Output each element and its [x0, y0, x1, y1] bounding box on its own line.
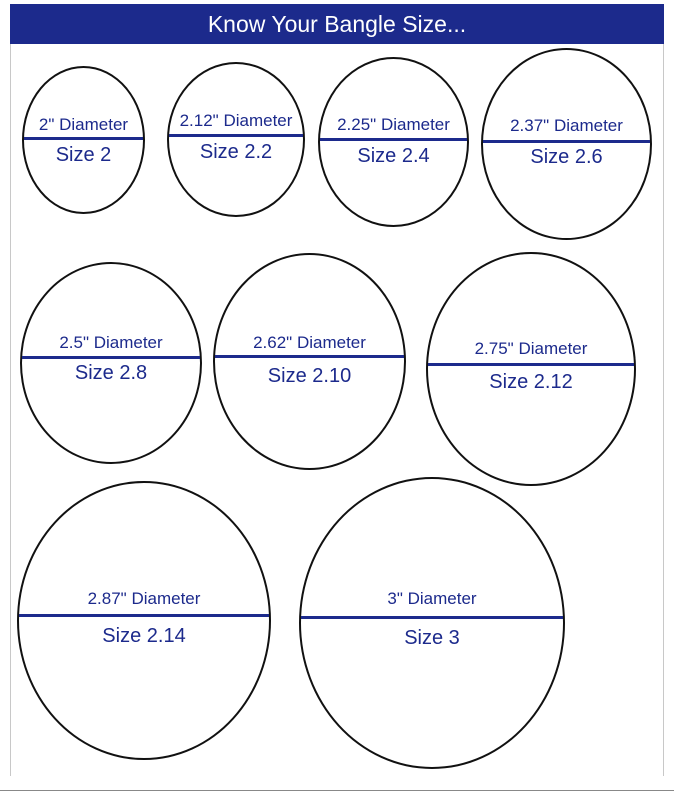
- diameter-label: 2.12" Diameter: [179, 111, 293, 130]
- diameter-line: [169, 134, 303, 137]
- size-label: Size 2: [55, 144, 112, 166]
- bangle-circle-size-2-12: [426, 252, 636, 486]
- diameter-line: [320, 138, 467, 141]
- diameter-label: 2" Diameter: [38, 115, 129, 134]
- diameter-line: [19, 614, 269, 617]
- diameter-line: [22, 356, 200, 359]
- bangle-circle-size-2-2: [167, 62, 305, 217]
- bangle-circle-size-2-10: [213, 253, 406, 470]
- diameter-line: [215, 355, 404, 358]
- diameter-line: [24, 137, 143, 140]
- diameter-label: 2.37" Diameter: [510, 116, 623, 135]
- size-label: Size 2.10: [267, 365, 352, 387]
- bangle-circle-size-2-14: [17, 481, 271, 760]
- size-label: Size 2.2: [199, 141, 273, 163]
- bangle-circle-size-2-8: [20, 262, 202, 464]
- bangle-circle-size-2-4: [318, 57, 469, 227]
- size-label: Size 2.4: [357, 145, 430, 167]
- bangle-circle-size-2: [22, 66, 145, 214]
- bangle-circle-size-2-6: [481, 48, 652, 240]
- diameter-line: [301, 616, 563, 619]
- diameter-label: 2.5" Diameter: [59, 333, 163, 352]
- diameter-label: 2.75" Diameter: [474, 339, 588, 358]
- diameter-label: 2.62" Diameter: [253, 333, 366, 352]
- page-title: Know Your Bangle Size...: [10, 4, 664, 44]
- size-label: Size 2.6: [530, 146, 603, 168]
- size-label: Size 3: [404, 627, 460, 649]
- size-label: Size 2.8: [74, 362, 148, 384]
- bottom-divider: [0, 790, 674, 791]
- diameter-line: [428, 363, 634, 366]
- diameter-line: [483, 140, 650, 143]
- diameter-label: 2.87" Diameter: [87, 589, 201, 608]
- diameter-label: 2.25" Diameter: [337, 115, 450, 134]
- diameter-label: 3" Diameter: [387, 589, 477, 608]
- size-label: Size 2.14: [102, 625, 186, 647]
- bangle-circle-size-3: [299, 477, 565, 769]
- size-label: Size 2.12: [489, 371, 573, 393]
